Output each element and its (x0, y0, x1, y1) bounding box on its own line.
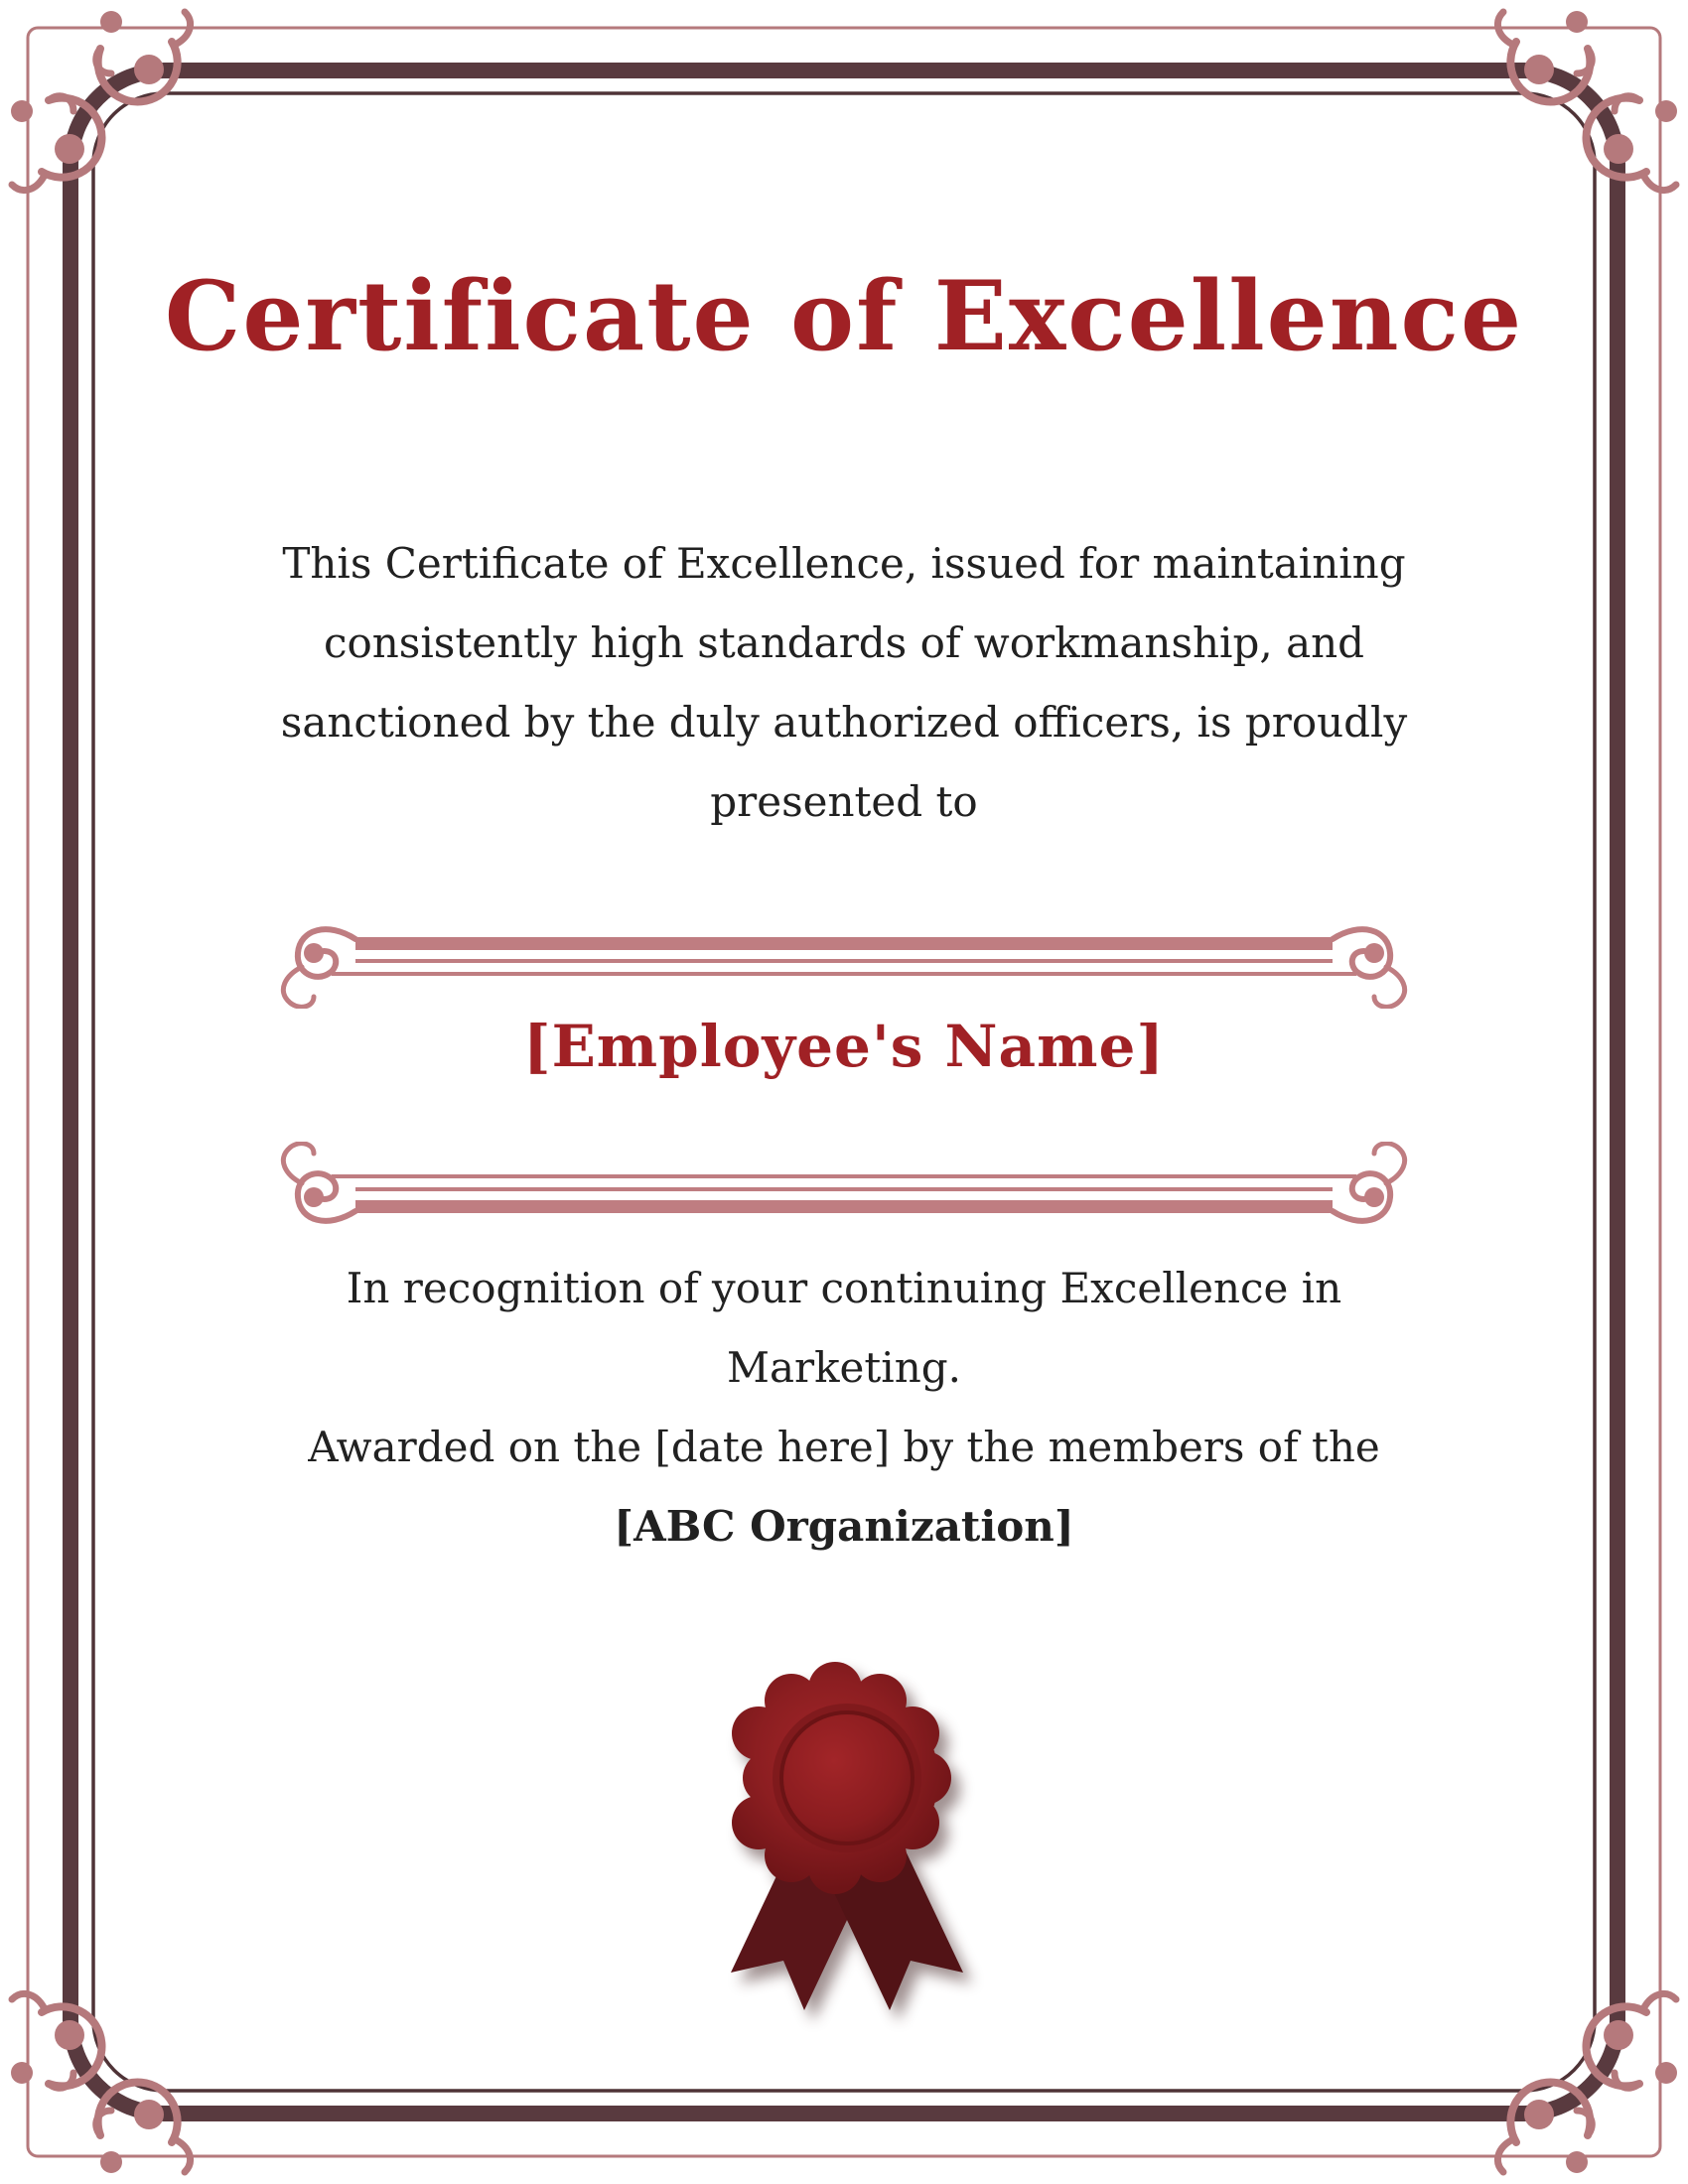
recognition-paragraph (0, 1249, 1688, 1567)
ornamental-divider-icon (268, 1142, 1420, 1241)
recognition-text-line: Marketing. (726, 1343, 962, 1392)
recognition-text-line: Awarded on the [date here] by the members of the (308, 1423, 1380, 1471)
recipient-name-placeholder: [Employee's Name] (523, 1013, 1165, 1080)
organization-placeholder: [ABC Organization] (614, 1502, 1074, 1551)
intro-text-line: consistently high standards of workmanship, and (323, 618, 1365, 667)
ornamental-divider-icon (268, 909, 1420, 1009)
certificate-title: Certificate of Excellence (164, 260, 1524, 372)
intro-text-line: This Certificate of Excellence, issued for maintaining (282, 539, 1406, 588)
intro-text-line: sanctioned by the duly authorized officers, is proudly (280, 698, 1408, 747)
intro-paragraph (0, 524, 1688, 842)
intro-text-line: presented to (710, 777, 978, 826)
wax-seal-ribbon-icon (653, 1636, 1041, 2053)
recognition-text-line: In recognition of your continuing Excellence in (346, 1264, 1342, 1312)
